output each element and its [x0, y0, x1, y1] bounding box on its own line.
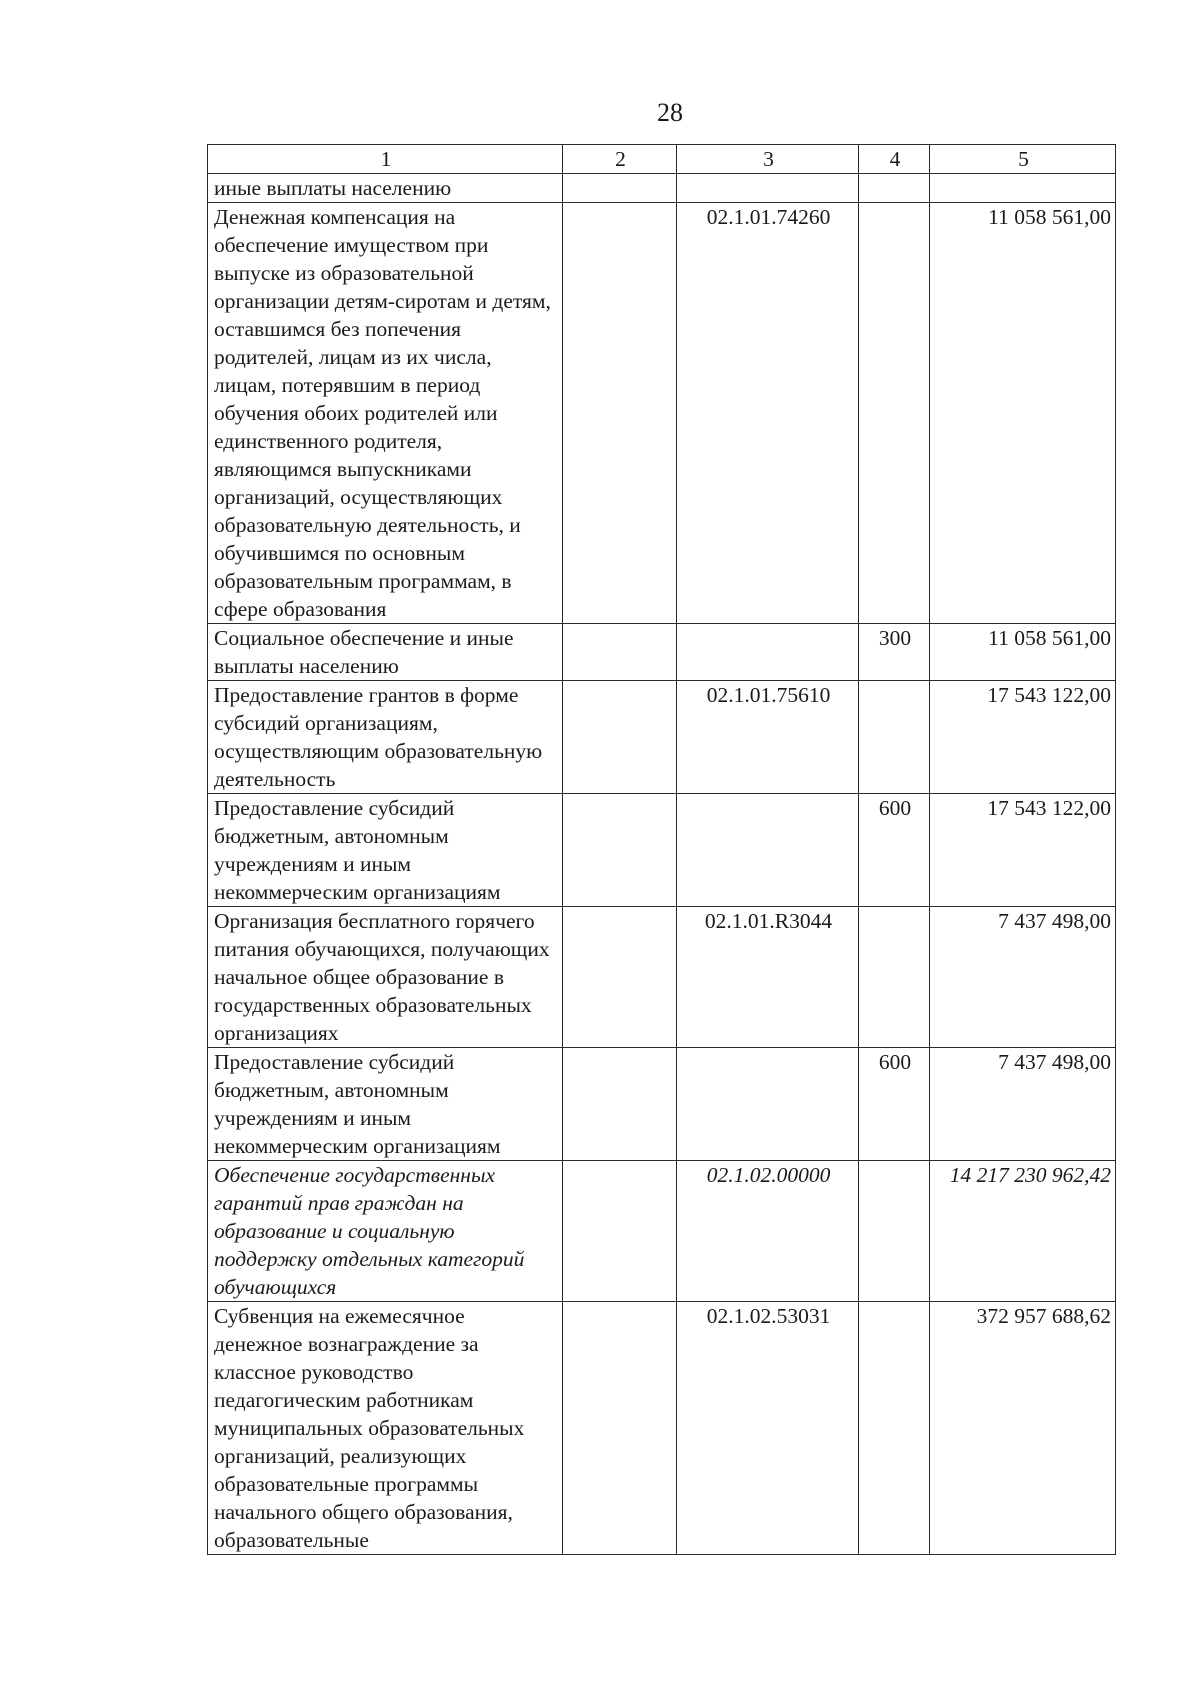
- header-col-4: 4: [859, 145, 930, 174]
- table-row: [208, 1048, 1116, 1161]
- row-name-cell: Социальное обеспечение и иные выплаты населению: [208, 624, 563, 681]
- row-col2-cell: [563, 1048, 677, 1161]
- table-row: [208, 624, 1116, 681]
- row-code-cell: 02.1.01.74260: [677, 203, 859, 624]
- row-col2-cell: [563, 681, 677, 794]
- row-type-cell: [859, 1302, 930, 1555]
- row-amount-cell: [930, 174, 1116, 203]
- header-col-1: 1: [208, 145, 563, 174]
- table-header: [208, 145, 1116, 174]
- row-amount-cell: 17 543 122,00: [930, 794, 1116, 907]
- row-col2-cell: [563, 624, 677, 681]
- row-amount-cell: 7 437 498,00: [930, 907, 1116, 1048]
- row-name-cell: Обеспечение государственных гарантий прав граждан на образование и социальную поддержку отдельных категорий обучающихся: [208, 1161, 563, 1302]
- row-code-cell: [677, 1048, 859, 1161]
- row-code-cell: [677, 174, 859, 203]
- row-code-cell: 02.1.01.75610: [677, 681, 859, 794]
- header-col-5: 5: [930, 145, 1116, 174]
- row-amount-cell: 11 058 561,00: [930, 203, 1116, 624]
- row-name-cell: иные выплаты населению: [208, 174, 563, 203]
- row-col2-cell: [563, 174, 677, 203]
- header-row: [208, 145, 1116, 174]
- row-name-cell: Субвенция на ежемесячное денежное вознаграждение за классное руководство педагогическим работникам муниципальных образовательных организаций, реализующих образовательные программы начального общего образования, образовательные: [208, 1302, 563, 1555]
- row-amount-cell: 14 217 230 962,42: [930, 1161, 1116, 1302]
- page-number: 28: [657, 98, 683, 127]
- row-col2-cell: [563, 203, 677, 624]
- header-col-3: 3: [677, 145, 859, 174]
- row-type-cell: [859, 174, 930, 203]
- row-name-cell: Предоставление субсидий бюджетным, автономным учреждениям и иным некоммерческим организациям: [208, 1048, 563, 1161]
- row-type-cell: [859, 203, 930, 624]
- table-row: [208, 1302, 1116, 1555]
- row-amount-cell: 17 543 122,00: [930, 681, 1116, 794]
- row-type-cell: [859, 907, 930, 1048]
- budget-table: [207, 144, 1116, 1555]
- row-code-cell: [677, 624, 859, 681]
- table-row: [208, 681, 1116, 794]
- row-amount-cell: 372 957 688,62: [930, 1302, 1116, 1555]
- row-col2-cell: [563, 1161, 677, 1302]
- row-name-cell: Денежная компенсация на обеспечение имуществом при выпуске из образовательной организации детям-сиротам и детям, оставшимся без попечения родителей, лицам из их числа, лицам, потерявшим в период обучения обоих родителей или единственного родителя, являющимся выпускниками организаций, осуществляющих образовательную деятельность, и обучившимся по основным образовательным программам, в сфере образования: [208, 203, 563, 624]
- row-code-cell: 02.1.02.53031: [677, 1302, 859, 1555]
- header-col-2: 2: [563, 145, 677, 174]
- table-body: [208, 174, 1116, 1555]
- row-type-cell: [859, 681, 930, 794]
- table-row: [208, 203, 1116, 624]
- row-code-cell: 02.1.02.00000: [677, 1161, 859, 1302]
- table-row: [208, 1161, 1116, 1302]
- row-name-cell: Предоставление грантов в форме субсидий организациям, осуществляющим образовательную деятельность: [208, 681, 563, 794]
- table-row: [208, 907, 1116, 1048]
- table-row: [208, 174, 1116, 203]
- row-type-cell: 300: [859, 624, 930, 681]
- row-name-cell: Предоставление субсидий бюджетным, автономным учреждениям и иным некоммерческим организациям: [208, 794, 563, 907]
- row-type-cell: 600: [859, 1048, 930, 1161]
- row-col2-cell: [563, 907, 677, 1048]
- table-row: [208, 794, 1116, 907]
- row-type-cell: [859, 1161, 930, 1302]
- row-amount-cell: 11 058 561,00: [930, 624, 1116, 681]
- row-col2-cell: [563, 794, 677, 907]
- row-code-cell: 02.1.01.R3044: [677, 907, 859, 1048]
- row-col2-cell: [563, 1302, 677, 1555]
- row-code-cell: [677, 794, 859, 907]
- row-type-cell: 600: [859, 794, 930, 907]
- row-name-cell: Организация бесплатного горячего питания обучающихся, получающих начальное общее образование в государственных образовательных организациях: [208, 907, 563, 1048]
- row-amount-cell: 7 437 498,00: [930, 1048, 1116, 1161]
